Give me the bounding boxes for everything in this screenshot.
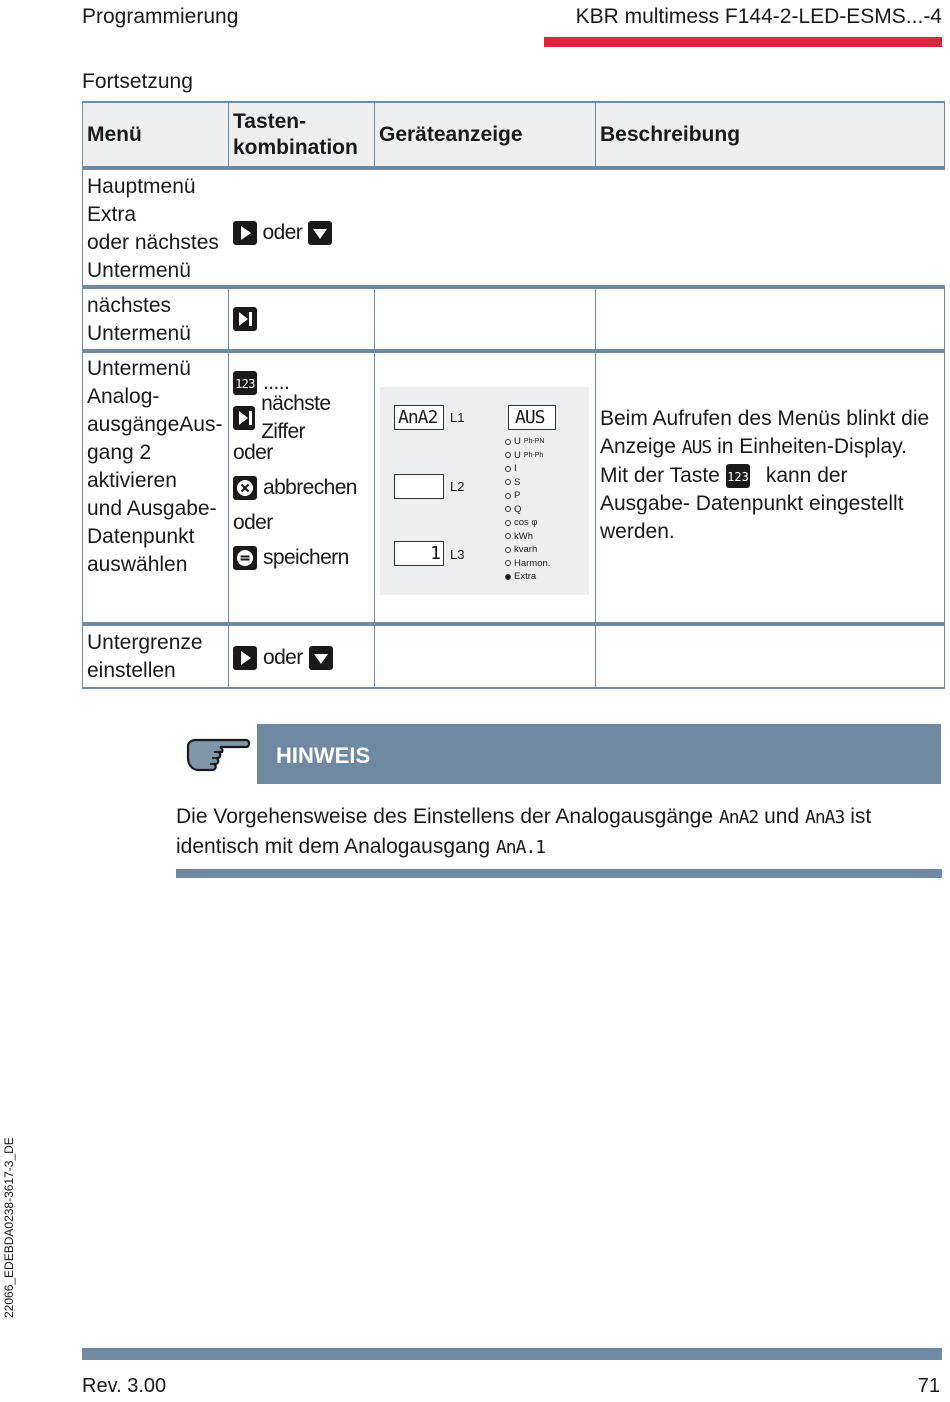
row2-menu	[83, 287, 229, 351]
next-digit-label: nächste Ziffer	[261, 391, 331, 443]
indicator-u-ph-pn	[505, 435, 550, 449]
save-label: speichern	[263, 545, 349, 569]
menu-line: Datenpunkt	[87, 525, 195, 548]
text: und	[764, 805, 800, 828]
description-line	[600, 462, 940, 490]
menu-line: Untergrenze	[87, 631, 203, 654]
cancel-key-icon	[233, 476, 257, 500]
or-label: oder	[262, 220, 303, 244]
menu-line: nächstes	[87, 294, 172, 317]
text: Mit der Taste	[600, 464, 720, 487]
digit-select-key-icon	[726, 464, 750, 488]
led-icon	[505, 439, 511, 445]
text: Die Vorgehensweise des Einstellens der Analogausgänge	[176, 805, 714, 828]
hint-line-2	[176, 832, 916, 862]
down-arrow-key-icon	[308, 221, 332, 245]
row1-keys	[229, 168, 375, 287]
menu-line: Untermenü	[87, 322, 191, 345]
svg-text:123: 123	[726, 470, 749, 484]
hint-title: HINWEIS	[257, 724, 941, 784]
menu-line: Hauptmenü	[87, 175, 196, 198]
indicator-cos-phi	[505, 516, 550, 530]
segment-text: AUS	[681, 437, 712, 458]
row2-keys	[229, 287, 375, 351]
menu-line: oder nächstes	[87, 231, 219, 254]
indicator-kwh	[505, 530, 550, 544]
menu-line: aktivieren	[87, 469, 177, 492]
document-code: 22066_EDEBDA0238-3617-3_DE	[2, 1137, 16, 1318]
right-arrow-key-icon	[233, 646, 257, 670]
text: U	[514, 436, 521, 447]
row4-display	[375, 624, 596, 688]
text: kWh	[514, 530, 533, 542]
menu-line: und Ausgabe-	[87, 497, 217, 520]
cancel-label: abbrechen	[263, 475, 357, 499]
continuation-label: Fortsetzung	[82, 70, 193, 93]
subscript: Ph-PN	[523, 438, 545, 445]
row3-description	[596, 351, 945, 624]
subscript: Ph-Ph	[523, 451, 544, 459]
header-keys-line2: kombination	[233, 135, 358, 159]
down-arrow-key-icon	[309, 646, 333, 670]
menu-line: ausgängeAus-	[87, 413, 223, 436]
header-menu: Menü	[83, 102, 229, 168]
display-top-left: AnA2	[394, 405, 444, 430]
or-label: oder	[263, 645, 303, 669]
text: kann der	[765, 464, 848, 487]
led-icon	[505, 506, 511, 512]
text: cos φ	[514, 517, 538, 528]
indicator-q	[505, 503, 550, 517]
led-on-icon	[505, 574, 511, 580]
label-l1: L1	[450, 410, 465, 425]
header-accent-bar	[544, 37, 942, 47]
header-keys-line1: Tasten-	[233, 109, 307, 133]
or-label: oder	[233, 510, 273, 534]
save-key-icon	[233, 546, 257, 570]
text: ist	[850, 805, 872, 828]
table-header-row	[83, 102, 945, 168]
label-l2: L2	[450, 479, 465, 494]
section-title: Programmierung	[82, 5, 239, 28]
led-icon	[505, 479, 511, 485]
menu-line: Analog-	[87, 385, 160, 408]
indicator-u-ph-ph	[505, 449, 550, 463]
menu-line: auswählen	[87, 553, 188, 576]
segment-text: AnA3	[804, 807, 845, 828]
hint-divider	[176, 869, 942, 878]
menu-line: Extra	[87, 203, 137, 226]
table-row	[83, 168, 945, 287]
indicator-s	[505, 476, 550, 490]
indicator-list	[505, 435, 550, 584]
text: Harmon.	[514, 557, 551, 569]
page-number: 71	[917, 1375, 940, 1397]
text: identisch mit dem Analogausgang	[176, 835, 491, 858]
text: U	[514, 449, 521, 461]
next-digit-key-icon	[233, 406, 255, 430]
footer-bar	[82, 1348, 942, 1360]
indicator-kvarh	[505, 543, 550, 557]
revision: Rev. 3.00	[82, 1375, 167, 1397]
text: S	[514, 476, 521, 488]
hint-line-1	[176, 802, 916, 832]
hint-text	[176, 802, 916, 862]
row2-display	[375, 287, 596, 351]
row1-display	[375, 168, 596, 287]
segment-text: AnA.1	[495, 837, 546, 858]
header-keys	[229, 102, 375, 168]
svg-text:123: 123	[235, 376, 255, 391]
row1-description	[596, 168, 945, 287]
led-icon	[505, 547, 511, 553]
led-icon	[505, 466, 511, 472]
text: Q	[514, 503, 522, 515]
text: Extra	[514, 571, 537, 582]
row1-menu	[83, 168, 229, 287]
row3-keys	[229, 351, 375, 624]
description-line	[600, 433, 940, 462]
led-icon	[505, 452, 511, 458]
description-line: Beim Aufrufen des Menüs blinkt die	[600, 407, 930, 430]
table-row	[83, 287, 945, 351]
or-label: oder	[233, 440, 273, 464]
header-display: Geräteanzeige	[375, 102, 596, 168]
text: P	[514, 490, 521, 501]
text: in Einheiten-Display.	[717, 435, 907, 458]
led-icon	[505, 520, 511, 526]
product-title: KBR multimess F144-2-LED-ESMS...-4	[575, 5, 942, 28]
text: kvarh	[514, 544, 538, 555]
text: Anzeige	[600, 435, 676, 458]
display-middle	[394, 474, 444, 499]
device-display	[380, 387, 589, 595]
indicator-extra	[505, 570, 550, 584]
table-row	[83, 624, 945, 688]
text: I	[514, 463, 517, 474]
menu-line: einstellen	[87, 659, 176, 682]
display-bottom: 1	[394, 541, 444, 566]
indicator-i	[505, 462, 550, 476]
menu-line: Untermenü	[87, 259, 191, 282]
display-unit: AUS	[508, 405, 556, 430]
row4-keys	[229, 624, 375, 688]
row4-menu	[83, 624, 229, 688]
menu-line: Untermenü	[87, 357, 191, 380]
header-description: Beschreibung	[596, 102, 945, 168]
row3-menu	[83, 351, 229, 624]
led-icon	[505, 560, 511, 566]
indicator-harmon	[505, 557, 550, 571]
description-line: werden.	[600, 520, 675, 543]
dots: .....	[263, 370, 290, 394]
digit-select-key-icon	[233, 371, 257, 395]
indicator-p	[505, 489, 550, 503]
row2-description	[596, 287, 945, 351]
segment-text: AnA2	[718, 807, 759, 828]
right-arrow-key-icon	[233, 221, 257, 245]
next-digit-key-icon	[233, 307, 257, 331]
label-l3: L3	[450, 547, 465, 562]
pointing-hand-icon	[184, 736, 252, 774]
description-line: Ausgabe- Datenpunkt eingestellt	[600, 492, 904, 515]
led-icon	[505, 493, 511, 499]
menu-line: gang 2	[87, 441, 152, 464]
led-icon	[505, 533, 511, 539]
row4-description	[596, 624, 945, 688]
